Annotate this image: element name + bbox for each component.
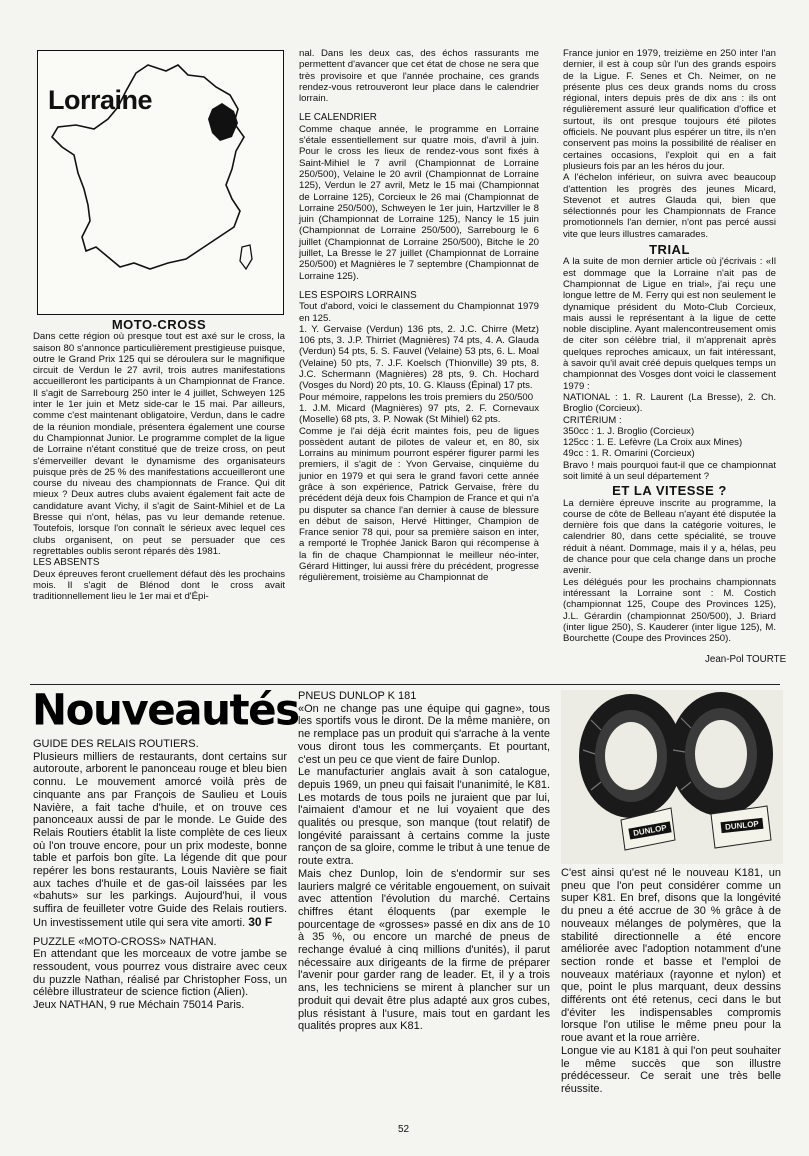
espoirs-body-1: Tout d'abord, voici le classement du Championnat 1979 en 125. bbox=[299, 301, 539, 324]
absents-heading: LES ABSENTS bbox=[33, 557, 100, 569]
col2-intro: nal. Dans les deux cas, des échos rassurants me permettent d'avancer que cet état de chose ne sera que très provisoire et que l'année prochaine, ces grands rendez-vous retrouveront leur place dans le calendrier lorrain. bbox=[299, 48, 539, 105]
nouveautes-column bbox=[33, 738, 287, 1012]
espoirs-body-2: Comme je l'ai déjà écrit maintes fois, peu de ligues possèdent autant de pilotes de valeur et, en 80, six Lorrains au minimum pourront espérer figurer parmi les premiers, il s'agit de : Yvon Gervaise, cinquième du junior en 1979 et qui sera le grand favori cette année grâce à son expérience, Patrick Gervaise, frère du précédent déjà deux fois Champion de France et qui n'a pu disputer sa chance l'an dernier à cause de blessure en début de saison, Hervé Hittinger, Champion de France senior 78 qui, pour sa première saison en inter, a remporté le Trophée Janick Baron qui récompense à la fin de chaque Championnat le meilleur néo-inter, Gérard Hittinger, lui aussi frère du précédent, progresse régulièrement, troisième au Championnat de bbox=[299, 425, 539, 584]
lorraine-map-box bbox=[37, 50, 284, 315]
vitesse-body: La dernière épreuve inscrite au programme, la course de côte de Belleau n'ayant été disputée la dernière fois que dans la catégorie voitures, le calendrier 80, dans cette spécialité, se trouve réduit à néant. Dommage, mais il y a, hélas, peu de chance pour que cela change dans un proche avenir. bbox=[563, 497, 776, 577]
dunlop-column bbox=[298, 690, 550, 1033]
puzzle-heading: PUZZLE «MOTO-CROSS» NATHAN. bbox=[33, 935, 217, 948]
nouveautes-title: Nouveautés bbox=[32, 684, 299, 735]
memo-text: Pour mémoire, rappelons les trois premiers du 250/500 bbox=[299, 391, 534, 403]
dunlop-body-2: Le manufacturier anglais avait à son catalogue, depuis 1969, un pneu qui faisait l'unanimité, le K81. Les motards de tous poils ne juraient que par lui, l'aimaient d'amour et ne lui voyaient que des qualités ou presque, son manque (tout relatif) de longévité paraissant à certains comme la juste rançon de sa gloire, comme le tribut à une tenue de route extra. bbox=[298, 766, 550, 868]
trial-national: NATIONAL : 1. R. Laurent (La Bresse), 2. Ch. Broglio (Corcieux). bbox=[563, 391, 776, 415]
espoirs-ranking: 1. Y. Gervaise (Verdun) 136 pts, 2. J.C. Chirre (Metz) 106 pts, 3. J.P. Thirriet (Magnières) 74 pts, 4. A. Glauda (Verdun) 54 pts, 5. S. Fauvel (Velaine) 53 pts, 6. L. Moal (Velaine) 50 pts, 7. J.F. Koelsch (Thionville) 39 pts, 8. J.C. Schermann (Magnières) 28 pts, 9. Ch. Hochard (Vosges du Nord) 20 pts, 10. G. Klauss (Épinal) 17 pts. bbox=[299, 323, 539, 392]
dunlop-body-5: Longue vie au K181 à qui l'on peut souhaiter le même succès que son illustre prédécesseur. Ce serait une très belle réussite. bbox=[561, 1044, 781, 1095]
col3-intro: France junior en 1979, treizième en 250 inter l'an dernier, il est à coup sûr l'un des grands espoirs de la Ligue. F. Senes et Ch. Neimer, on ne présente plus ces deux grands noms du cross régional, inters depuis près de dix ans : ils ont régulièrement assuré leur qualification d'office et surtout, ils ont presque toujours été pilotes officiels. Ne pouvant plus espérer un titre, ils n'en conservent pas moins la possibilité de réaliser en certaines occasions, l'exploit qui en a fait plusieurs fois par an les héros du jour. bbox=[563, 48, 776, 172]
guide-heading: GUIDE DES RELAIS ROUTIERS. bbox=[33, 738, 199, 750]
column-2 bbox=[299, 48, 539, 584]
trial-body: A la suite de mon dernier article où j'écrivais : «Il est dommage que la Lorraine n'ait pas de Championnat de Ligue en trial», j'ai reçu une longue lettre de M. Ferry qui est non seulement le dynamique président du Moto-Club Corcieux, mais aussi le représentant à la ligue de cette noble discipline. Ayant malencontreusement omis de citer son célèbre trial, il m'apprenait après quelques reproches amicaux, un fait intéressant, à savoir qu'il avait créé depuis quelques temps un championnat des Vosges dont voici le classement 1979 : bbox=[563, 256, 776, 392]
delegues-body: Les délégués pour les prochains championnats intéressant la Lorraine sont : M. Costich (championnat 125, Coupe des Provinces 125), J.L. Gérardin (championnat 250/500), J. Briard (inter ligue 250), S. Kauderer (inter ligue 125), M. Bourchette (Coupe des Provinces 250). bbox=[563, 576, 776, 645]
dunlop-body-4: C'est ainsi qu'est né le nouveau K181, un pneu que l'on peut considérer comme un super K81. En bref, disons que la longévité du pneu a été accrue de 30 % grâce à de nouveaux mélanges de polymères, que la stabilité directionnelle a été encore améliorée avec l'adoption notamment d'une section ronde et basse et l'emploi de nouveaux matériaux (rayonne et nylon) et que, point le plus marquant, deux dessins différents ont été retenus, ceci dans le but d'éviter les indispensables compromis lorsque l'on utilise le même pneu pour la roue avant et la roue arrière. bbox=[561, 867, 781, 1045]
vitesse-title: ET LA VITESSE ? bbox=[612, 483, 727, 499]
trial-title: TRIAL bbox=[649, 242, 690, 258]
dunlop-label-2: DUNLOP bbox=[721, 818, 764, 833]
dunlop-tires-photo bbox=[561, 690, 783, 864]
guide-price: 30 F bbox=[248, 914, 273, 929]
dunlop-body-1: «On ne change pas une équipe qui gagne», tous les sportifs vous le diront. De la même manière, on ne remplace pas un produit qui s'arrache à la vente vous diront tous les commerçants. Et pourtant, c'est un peu ce que vient de faire Dunlop. bbox=[298, 702, 550, 766]
memo-ranking: 1. J.M. Micard (Magnières) 97 pts, 2. F. Cornevaux (Moselle) 68 pts, 3. P. Nowak (St Mihiel) 62 pts. bbox=[299, 402, 539, 426]
column-1 bbox=[33, 318, 285, 602]
trial-350: 350cc : 1. J. Broglio (Corcieux) bbox=[563, 425, 695, 437]
author-signature: Jean-Pol TOURTE bbox=[705, 654, 787, 665]
puzzle-body: En attendant que les morceaux de votre jambe se ressoudent, vous pourrez vous distraire avec ceux du puzzle Nathan, réalisé par Christopher Foss, un célèbre illustrateur de science fiction (Alien). bbox=[33, 948, 287, 999]
puzzle-address: Jeux NATHAN, 9 rue Méchain 75014 Paris. bbox=[33, 999, 245, 1012]
dunlop-heading: PNEUS DUNLOP K 181 bbox=[298, 690, 417, 702]
calendar-heading: LE CALENDRIER bbox=[299, 112, 377, 124]
trial-49: 49cc : 1. R. Omarini (Corcieux) bbox=[563, 448, 695, 460]
col3-intro-2: A l'échelon inférieur, on suivra avec beaucoup d'attention les progrès des jeunes Micard, Stevenot et autres Glauda qui, bien que sélectionnés pour les Championnats de France promotionnels l'an dernier, n'ont pas percé aussi vite que leurs illustres camarades. bbox=[563, 172, 776, 240]
motocross-body: Dans cette région où presque tout est axé sur le cross, la saison 80 s'annonce particulièrement prestigieuse puisque, outre le Grand Prix 125 qui se déroulera sur le magnifique circuit de Verdun le 27 avril, trois autres manifestations accueilleront les participants à un Championnat de France. Il s'agit de Sarrebourg 250 inter le 4 juillet, Schweyen 125 inter le 1er juin et Metz side-car le 15 mai. Par ailleurs, comme c'est maintenant obligatoire, Verdun, dans le cadre de la réunion mondiale, présentera également une course du Championnat Junior. Le programme complet de la ligue de Lorraine n'étant constitué que de treize cross, on peut s'émerveiller devant le dynamisme des organisateurs puisque près de 25 % des manifestations accueilleront une course du niveau des championnats de France. Qui dit mieux ? Deux autres clubs avaient également fait acte de candidature avant Vichy, il s'agit de Saint-Mihiel et de La Bresse qui n'ont, hélas, pas vu leur demande retenue. Toutefois, lorsque l'on connaît le sérieux avec lequel ces clubs organisent, on peut se persuader que ces regrettables oublis seront réparés dès 1981. bbox=[33, 331, 285, 557]
map-region-title: Lorraine bbox=[48, 85, 153, 115]
trial-125: 125cc : 1. E. Lefèvre (La Croix aux Mines) bbox=[563, 437, 743, 449]
trial-bravo: Bravo ! mais pourquoi faut-il que ce championnat soit limité à un seul département ? bbox=[563, 459, 776, 482]
page-number: 52 bbox=[398, 1124, 410, 1135]
calendar-body: Comme chaque année, le programme en Lorraine s'étale essentiellement sur quatre mois, d'avril à juin. Pour le cross les lieux de rendez-vous sont fixés à Saint-Mihiel le 7 avril (Championnat de Lorraine 250/500), Velaine le 20 avril (Championnat de Lorraine 125), Verdun le 27 avril, Metz le 15 mai (Championnat de Lorraine 125), Corcieux le 26 mai (Championnat de Lorraine 250/500), Schweyen le 1er juin, Hartzviller le 8 juin (Championnat de Lorraine 125), Nancy le 15 juin (Championnat de Lorraine 250/500), Sarrebourg le 6 juillet (Championnat de Lorraine 250/500), Bitche le 20 juillet, La Bresse le 27 juillet (Championnat de Lorraine 250/500) et Magnières le 7 septembre (Championnat de Lorraine 125). bbox=[299, 123, 539, 282]
espoirs-heading: LES ESPOIRS LORRAINS bbox=[299, 289, 417, 301]
lorraine-highlight bbox=[208, 103, 238, 141]
tires-illustration bbox=[561, 690, 783, 864]
dunlop-label-1: DUNLOP bbox=[628, 821, 671, 839]
column-3 bbox=[563, 48, 776, 644]
dunlop-body-3: Mais chez Dunlop, loin de s'endormir sur ses lauriers malgré ce véritable engouement, on suivait avec attention l'évolution du marché. Certains chiffres étant éloquents (par exemple le pourcentage de «grosses» passé en dix ans de 10 à 35 %, ou encore un marché de pneus de rechange évalué à cinq millions d'unités), il parut nécessaire aux dirigeants de la firme de préparer l'avenir pour garder rang de leader. Et, il y a trois ans, les techniciens se mirent à plancher sur un produit qui devait être plus adapté aux gros cubes, plus résistant à l'usure, mais tout en gardant les qualités propres aux K81. bbox=[298, 867, 550, 1033]
trial-criterium: CRITÉRIUM : bbox=[563, 414, 622, 426]
absents-body: Deux épreuves feront cruellement défaut dès les prochains mois. Il s'agit de Blénod dont le cross avait traditionnellement lieu le 1er mai et d'Épi- bbox=[33, 568, 285, 603]
guide-body: Plusieurs milliers de restaurants, dont certains sur autoroute, arborent le panonceau rouge et bleu bien connu. Le mouvement amorcé voilà près de cinquante ans par François de Saulieu et Louis Navière, a fait tache d'huile, et on trouve ces panonceaux aussi de par le monde. Le Guide des Relais Routiers établit la liste complète de ces lieux où l'on trouve encore, pour un prix modeste, bonne table et parfois bon gîte. La légende dit que pour repérer les bons restaurants, Louis Navière se fiait aux taches d'huile et de gas-oil laissées par les «bahuts» sur les parkings. Aujourd'hui, il vous suffira de feuilleter votre Guide des Relais routiers. Un investissement utile qui sera vite amorti. 30 F bbox=[33, 750, 287, 929]
dunlop-column-2 bbox=[561, 867, 781, 1096]
motocross-title: MOTO-CROSS bbox=[111, 317, 207, 332]
corsica-outline bbox=[240, 245, 252, 269]
